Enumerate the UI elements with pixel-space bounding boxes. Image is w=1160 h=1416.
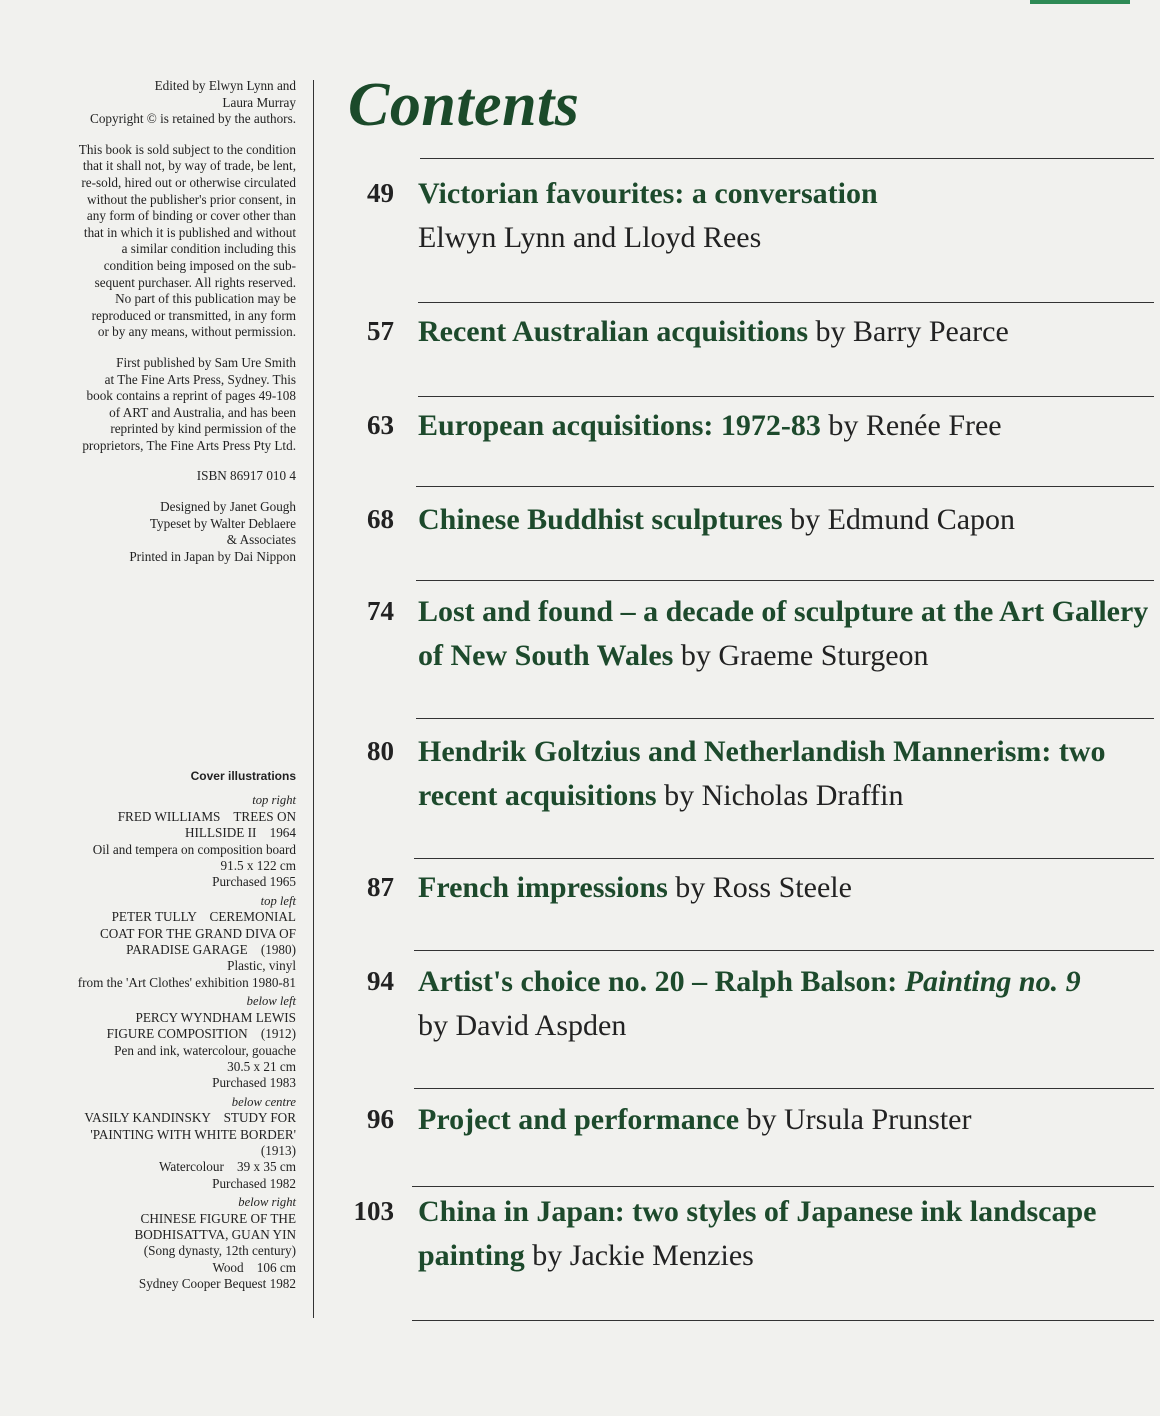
- entry-text: [418, 1098, 1150, 1142]
- editors: Edited by Elwyn Lynn and Laura Murray Copyright © is retained by the authors.: [20, 78, 296, 128]
- page-number: 103: [353, 1196, 394, 1226]
- divider-rule: [412, 1320, 1154, 1321]
- entry-text: [418, 1190, 1150, 1278]
- cover-item-position: top left: [260, 893, 296, 908]
- divider-rule: [416, 718, 1154, 719]
- cover-item-line: Sydney Cooper Bequest 1982: [138, 1276, 296, 1292]
- cover-item-line: (Song dynasty, 12th century): [143, 1243, 296, 1259]
- entry-text: [418, 498, 1150, 542]
- cover-item: [20, 993, 296, 1091]
- production-credits: Designed by Janet Gough Typeset by Walter Deblaere & Associates Printed in Japan by Dai Nippon: [129, 499, 296, 564]
- page-number: 63: [367, 410, 394, 440]
- divider-rule: [420, 158, 1154, 159]
- cover-item-line: 30.5 x 21 cm: [227, 1058, 296, 1074]
- divider-rule: [414, 1088, 1154, 1089]
- cover-item-line: COAT FOR THE GRAND DIVA OF: [99, 925, 296, 941]
- article-title: European acquisitions: 1972-83: [418, 409, 821, 442]
- divider-rule: [418, 302, 1154, 303]
- article-author: by Renée Free: [820, 409, 1002, 442]
- credits-column: [20, 78, 296, 579]
- entry-text: [418, 590, 1150, 678]
- cover-item: [20, 893, 296, 991]
- article-title: Hendrik Goltzius and Netherlandish Mannerism: two recent acquisitions: [418, 735, 1106, 812]
- cover-item-line: PETER TULLY CEREMONIAL: [111, 909, 296, 925]
- page-number: 68: [367, 504, 394, 534]
- cover-item: [20, 1094, 296, 1192]
- cover-item-line: Watercolour 39 x 35 cm: [159, 1159, 296, 1175]
- cover-item-line: Plastic, vinyl: [227, 958, 296, 974]
- entry-text: [418, 172, 1150, 260]
- page-number: 96: [367, 1104, 394, 1134]
- page-number: 49: [367, 178, 394, 208]
- cover-item-line: HILLSIDE II 1964: [185, 825, 296, 841]
- cover-item-line: CHINESE FIGURE OF THE: [140, 1210, 296, 1226]
- cover-item-position: below left: [246, 994, 296, 1009]
- cover-item-line: Purchased 1965: [212, 874, 296, 890]
- cover-heading: Cover illustrations: [190, 769, 296, 783]
- divider-rule: [416, 486, 1154, 487]
- isbn: ISBN 86917 010 4: [196, 468, 296, 484]
- page-number: 57: [367, 316, 394, 346]
- cover-item-line: Wood 106 cm: [212, 1259, 296, 1275]
- divider-rule: [414, 858, 1154, 859]
- cover-item-line: PERCY WYNDHAM LEWIS: [135, 1009, 296, 1025]
- cover-item-line: PARADISE GARAGE (1980): [126, 942, 296, 958]
- cover-illustrations: [20, 768, 296, 1295]
- article-author: by Ross Steele: [667, 871, 852, 904]
- divider-rule: [412, 1186, 1154, 1187]
- cover-item: [20, 792, 296, 890]
- page-number: 94: [367, 966, 394, 996]
- cover-item-line: Purchased 1983: [212, 1075, 296, 1091]
- entry-text: [418, 866, 1150, 910]
- publication-note: First published by Sam Ure Smith at The Fine Arts Press, Sydney. This book contains a reprint of pages 49-108 of ART and Australia, and has been reprinted by kind permission of the proprietors, The Fine Arts Press Pty Ltd.: [82, 354, 296, 453]
- article-author: by Barry Pearce: [808, 315, 1009, 348]
- cover-item-position: below right: [238, 1195, 296, 1210]
- sale-conditions: This book is sold subject to the condition that it shall not, by way of trade, be lent, re-sold, hired out or otherwise circulated without the publisher's prior consent, in any form of binding or cover other than that in which it is published and without a similar condition including this condition being imposed on the sub- sequent purchaser. All rights reserved. No part of this publication may be reproduced or transmitted, in any form or by any means, without permission.: [78, 141, 296, 340]
- divider-rule: [418, 396, 1154, 397]
- article-title: China in Japan: two styles of Japanese ink landscape painting: [418, 1195, 1097, 1272]
- article-author: by Jackie Menzies: [524, 1239, 754, 1272]
- divider-rule: [416, 580, 1154, 581]
- article-author: Elwyn Lynn and Lloyd Rees: [418, 221, 762, 254]
- copyright-line: Copyright © is retained by the authors.: [90, 111, 296, 127]
- divider-rule: [414, 950, 1154, 951]
- cover-item-position: top right: [252, 793, 296, 808]
- article-author: by Nicholas Draffin: [656, 779, 904, 812]
- cover-item-line: Pen and ink, watercolour, gouache: [114, 1042, 296, 1058]
- cover-item-line: VASILY KANDINSKY STUDY FOR: [84, 1110, 296, 1126]
- cover-item-line: 'PAINTING WITH WHITE BORDER': [90, 1126, 296, 1142]
- page-title: Contents: [348, 71, 580, 139]
- page-number: 74: [367, 596, 394, 626]
- cover-item-line: FIGURE COMPOSITION (1912): [106, 1026, 296, 1042]
- article-title: Chinese Buddhist sculptures: [418, 503, 783, 536]
- page-number: 80: [367, 736, 394, 766]
- article-title: French impressions: [418, 871, 668, 904]
- cover-item-position: below centre: [231, 1094, 296, 1109]
- page-number: 87: [367, 872, 394, 902]
- article-author: by Edmund Capon: [782, 503, 1016, 536]
- cover-item: [20, 1194, 296, 1292]
- article-title: Recent Australian acquisitions: [418, 315, 809, 348]
- article-title: Artist's choice no. 20 – Ralph Balson:: [418, 965, 898, 998]
- cover-item-line: from the 'Art Clothes' exhibition 1980-81: [77, 974, 296, 990]
- article-title: Victorian favourites: a conversation: [418, 177, 878, 210]
- cover-item-line: Purchased 1982: [212, 1175, 296, 1191]
- entry-text: [418, 310, 1150, 354]
- article-author: by Graeme Sturgeon: [673, 639, 929, 672]
- cover-item-line: 91.5 x 122 cm: [220, 858, 296, 874]
- cover-item-line: FRED WILLIAMS TREES ON: [117, 808, 296, 824]
- cover-item-line: Oil and tempera on composition board: [92, 841, 296, 857]
- entry-text: [418, 960, 1150, 1048]
- column-divider: [313, 80, 314, 1318]
- cover-item-line: (1913): [260, 1142, 296, 1158]
- article-author: by David Aspden: [418, 1009, 627, 1042]
- article-author: by Ursula Prunster: [739, 1103, 972, 1136]
- article-title: Project and performance: [418, 1103, 740, 1136]
- article-title: Lost and found – a decade of sculpture at the Art Gallery of New South Wales: [418, 595, 1149, 672]
- cover-item-line: BODHISATTVA, GUAN YIN: [134, 1226, 296, 1242]
- entry-text: [418, 730, 1150, 818]
- top-color-stripe: [1030, 0, 1130, 4]
- entry-text: [418, 404, 1150, 448]
- article-title-italic: Painting no. 9: [897, 965, 1081, 998]
